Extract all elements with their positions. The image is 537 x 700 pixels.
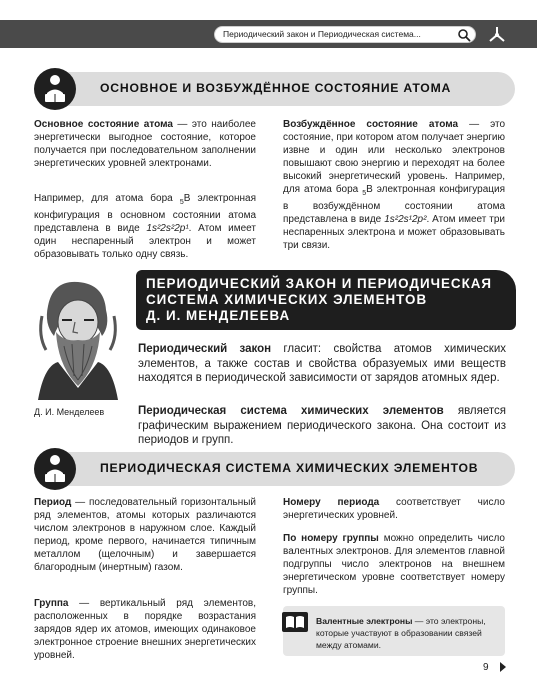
magnifier-icon[interactable]	[457, 28, 471, 42]
valence-note-text: Валентные электроны — это электроны, которые участвуют в образовании связей между атомами.	[316, 616, 486, 650]
law-heading-band	[136, 270, 516, 330]
section-title: ОСНОВНОЕ И ВОЗБУЖДЁННОЕ СОСТОЯНИЕ АТОМА	[100, 81, 452, 95]
law-title-line-3: Д. И. МЕНДЕЛЕЕВА	[146, 308, 291, 323]
section-heading-band	[50, 72, 515, 106]
excited-state-definition: Возбуждённое состояние атома — это состояние, при котором атом получает энергию извне и один или несколько электронов повышают свою энергию и переходят на более высокий энергетический уровень. Например, для атома бора $_5$B электронная конфигурация в возбуждённом состоянии атома представлена в виде 1s²2s¹2p². Атом имеет три неспаренных электрона и может образовывать три связи.	[283, 119, 506, 251]
mendeleev-portrait	[28, 276, 122, 400]
search-box[interactable]	[214, 26, 476, 43]
ground-state-definition: Основное состояние атома — это наиболее энергетически выгодное состояние, которое получается при последовательном заполнении энергетических уровней электронами.	[34, 119, 256, 169]
periodic-law-text: Периодический закон гласит: свойства атомов химических элементов, а также состав и свойства образуемых ими веществ находятся в периодической зависимости от зарядов атомных ядер.	[138, 343, 506, 384]
search-text: Периодический закон и Периодическая система...	[223, 29, 421, 39]
section-icon-circle	[34, 68, 76, 110]
reader-icon	[34, 448, 76, 490]
group-number-text: По номеру группы можно определить число валентных электронов. Для элементов главной подгруппы число электронов на внешнем энергетическом уровне соответствует номеру группы.	[283, 533, 505, 596]
tri-arrow-icon	[488, 26, 506, 44]
portrait-caption: Д. И. Менделеев	[34, 407, 105, 417]
section-heading-band-2	[50, 452, 515, 486]
section-title-2: ПЕРИОДИЧЕСКАЯ СИСТЕМА ХИМИЧЕСКИХ ЭЛЕМЕНТОВ	[100, 461, 479, 475]
ground-state-example: Например, для атома бора $_5$B электронная конфигурация в основном состоянии атома представлена в виде 1s²2s²2p¹. Атом имеет один неспаренный электрон и может образовывать только одну связь.	[34, 193, 256, 260]
period-number-text: Номеру периода соответствует число энергетических уровней.	[283, 497, 505, 521]
law-title-line-2: СИСТЕМА ХИМИЧЕСКИХ ЭЛЕМЕНТОВ	[146, 292, 428, 307]
group-definition: Группа — вертикальный ряд элементов, расположенных в порядке возрастания зарядов ядер их атомов, имеющих одинаковое электронное строение внешних энергетических уровней.	[34, 598, 256, 661]
period-definition: Период — последовательный горизонтальный ряд элементов, атомы которых различаются числом электронов в наружном слое. Каждый период, кроме первого, начинается типичным металлом (щелочным) и завершается благородным (инертным) газом.	[34, 497, 256, 573]
next-page-arrow-icon[interactable]	[500, 662, 506, 672]
section-icon-circle-2	[34, 448, 76, 490]
reader-icon	[34, 68, 76, 110]
periodic-system-text: Периодическая система химических элементов является графическим выражением периодического закона. Она состоит из периодов и групп.	[138, 405, 506, 446]
book-icon	[282, 612, 308, 632]
law-title-line-1: ПЕРИОДИЧЕСКИЙ ЗАКОН И ПЕРИОДИЧЕСКАЯ	[146, 276, 493, 291]
page-number: 9	[483, 662, 489, 673]
